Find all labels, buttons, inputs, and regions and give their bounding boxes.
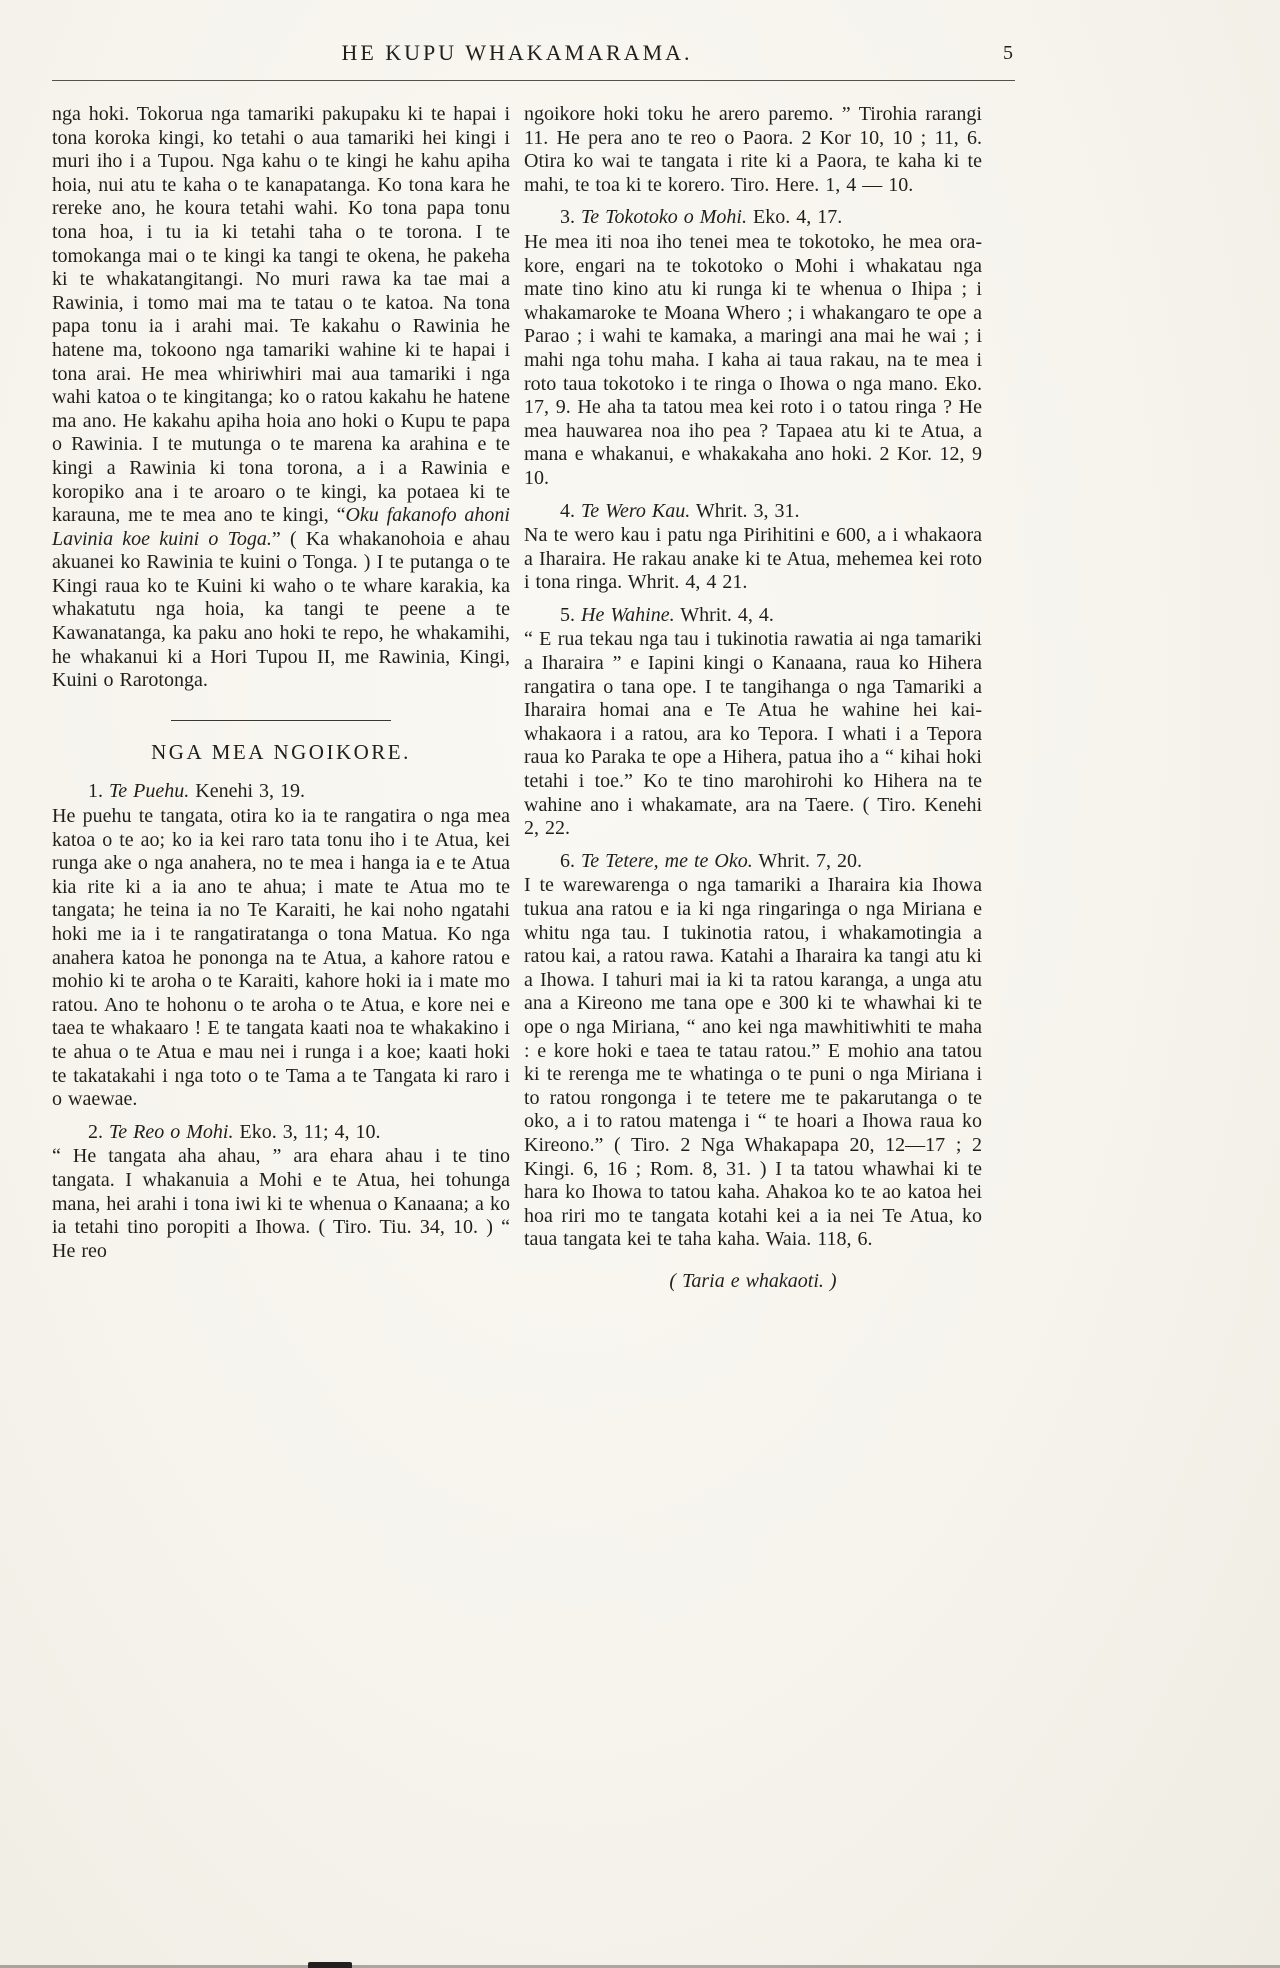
- section-6: [524, 850, 982, 1252]
- text-columns: [52, 103, 982, 1294]
- section-ref: Whrit. 3, 31.: [695, 499, 800, 522]
- section-heading: [52, 780, 510, 804]
- section-body: “ He tangata aha ahau, ” ara ehara ahau i te tino tangata. I whakanuia a Mohi e te Atua, hei tohunga mana, hei arahi i tona iwi ki te whenua o Kanaana; a ko ia tetahi tino poropiti a Ihowa. ( Tiro. Tiu. 34, 10. ) “ He reo: [52, 1145, 510, 1262]
- right-column: [524, 103, 982, 1294]
- section-5: [524, 604, 982, 841]
- section-ref: Eko. 3, 11; 4, 10.: [239, 1120, 381, 1143]
- opening-paragraph: [52, 103, 510, 693]
- section-ref: Eko. 4, 17.: [752, 206, 843, 229]
- header-rule: [52, 80, 1015, 81]
- section-ref: Whrit. 4, 4.: [680, 603, 774, 626]
- section-number: 6.: [560, 849, 575, 872]
- section-body: I te warewarenga o nga tamariki a Iharaira kia Ihowa tukua ana ratou e ia ki nga ringaringa o nga Miriana e whitu nga tau. I tukinotia ratou, i whakamotingia a ratou kai, a ratou rawa. Katahi a Iharaira ka tangi atu ki a Ihowa. I tahuri mai ia ki ta ratou karanga, a unga atu ana a Kireono me tana ope e 300 ki te whawhai ki te ope o nga Miriana, “ ano kei nga mawhitiwhiti te maha : e kore hoki e taea te tatau ratou.” E mohio ana tatou ki te rerenga me te whatinga o te puni o nga Miriana i to ratou rongonga i te tetere me te pakarutanga o te oko, a i to ratou matenga i “ te hoari a Ihowa raua ko Kireono.” ( Tiro. 2 Nga Whakapapa 20, 12—17 ; 2 Kingi. 6, 16 ; Rom. 8, 31. ) I ta tatou whawhai ki te hara ko Ihowa to tatou kaha. Ahakoa ko te ao katoa hei hoa riri mo te tangata kotahi kei a ia nei Te Atua, ko taua tangata kei te taha kaha. Waia. 118, 6.: [524, 874, 982, 1251]
- section-ref: Kenehi 3, 19.: [195, 780, 306, 803]
- closing-note: ( Taria e whakaoti. ): [669, 1269, 837, 1292]
- section-body: “ E rua tekau nga tau i tukinotia rawatia ai nga tamariki a Iharaira ” e Iapini kingi o Kanaana, raua ko Hihera rangatira o tana ope. I te tangihanga o nga Tamariki a Iharaira homai ana e Te Atua he wahine hei kai-whakaora i a ratou, ara ko Tepora. I whati i a Tepora raua ko Paraka te ope a Hihera, patua iho a “ kihai hoki tetahi i toe.” Ko te tino marohirohi ko Hihera na te wahine ano i whakamate, ara na Taere. ( Tiro. Kenehi 2, 22.: [524, 628, 982, 840]
- section-number: 5.: [560, 603, 575, 626]
- section-heading: [52, 1121, 510, 1145]
- opening-text: nga hoki. Tokorua nga tamariki pakupaku ki te hapai i tona koroka kingi, ko tetahi o aua tamariki hei kingi i muri iho i a Tupou. Nga kahu o te kingi he kahu apiha hoia, nui atu te kaha o te kanapatanga. Ko tona kara he rereke ano, he koura tetahi wahi. Ko tona papa tonu tona hoa, i tu ia ki tetahi taha o te torona. I te tomokanga mai o te kingi ka tangi te okena, he pakeha ki te whakatangitangi. No muri rawa ka tae mai a Rawinia, i tomo mai ma te tatau o te katoa. Na tona papa tonu ia i arahi mai. Te kakahu o Rawinia he hatene ma, tokoono nga tamariki wahine ki te hapai i tona arai. He mea whiriwhiri mai aua tamariki i nga wahi katoa o te kingitanga; ko o ratou kakahu he hatene ma ano. He kakahu apiha hoia ano hoki o Kupu te papa o Rawinia. I te mutunga o te marena ka arahina e te kingi a Rawinia ki tona torona, a i a Rawinia e koropiko ana i te aroaro o te kingi, ka potaea ki te karauna, me te mea ano te kingi, “: [52, 103, 510, 527]
- section-4: [524, 500, 982, 595]
- section-title: Te Puehu.: [109, 780, 190, 803]
- running-header: [52, 40, 1015, 70]
- section-3: [524, 206, 982, 490]
- section-body: He mea iti noa iho tenei mea te tokotoko, he mea ora-kore, engari na te tokotoko o Mohi i whakatau nga mate tino kino atu ki runga ki te whenua o Ihipa ; i whakamaroke te Moana Whero ; i whakangaro te ope a Parao ; i wahi te kamaka, a maringi ana mai he wai ; i mahi nga tohu maha. I kaha ai taua rakau, na te mea i roto taua tokotoko i te ringa o Ihowa o nga mano. Eko. 17, 9. He aha ta tatou mea kei roto i o tatou ringa ? He mea hauwarea noa iho pea ? Tapaea atu ki te Atua, a mana e whakanui, e whakakaha ano hoki. 2 Kor. 12, 9 10.: [524, 230, 982, 489]
- continuation-paragraph: ngoikore hoki toku he arero paremo. ” Tirohia rarangi 11. He pera ano te reo o Paora. 2 Kor 10, 10 ; 11, 6. Otira ko wai te tangata i rite ki a Paora, te kaha ki te mahi, te toa ki te korero. Tiro. Here. 1, 4 — 10.: [524, 103, 982, 196]
- section-title: Te Tetere, me te Oko.: [581, 849, 753, 872]
- section-title: Te Tokotoko o Mohi.: [581, 206, 747, 229]
- section-ref: Whrit. 7, 20.: [758, 849, 863, 872]
- article-heading: NGA MEA NGOIKORE.: [151, 739, 411, 764]
- royal-decree-italic: Oku fakanofo ahoni Lavinia koe kuini o Toga.: [52, 504, 510, 550]
- scan-artifact-mark: [308, 1962, 352, 1968]
- section-number: 3.: [560, 206, 575, 229]
- section-title: He Wahine.: [581, 603, 675, 626]
- section-number: 4.: [560, 499, 575, 522]
- section-number: 2.: [88, 1120, 103, 1143]
- section-divider: [171, 720, 391, 721]
- page-title: HE KUPU WHAKAMARAMA.: [341, 40, 693, 65]
- section-body: Na te wero kau i patu nga Pirihitini e 600, a i whakaora a Iharaira. He rakau anake ki te Atua, mehemea kei roto i tona ringa. Whrit. 4, 4 21.: [524, 524, 982, 594]
- section-heading: [524, 850, 982, 874]
- page-content: [52, 40, 1015, 1294]
- section-number: 1.: [88, 780, 103, 803]
- section-title: Te Reo o Mohi.: [109, 1120, 234, 1143]
- section-heading: [524, 604, 982, 628]
- section-heading: [524, 500, 982, 524]
- opening-text-after: ” ( Ka whakanohoia e ahau akuanei ko Rawinia te kuini o Tonga. ) I te putanga o te Kingi raua ko te Kuini ki waho o te whare karakia, ka whakatutu nga hoia, ka tangi te peene a te Kawanatanga, ka paku ano hoki te repo, he whakamihi, he whakanui ki a Hori Tupou II, me Rawinia, Kingi, Kuini o Rarotonga.: [52, 527, 510, 692]
- section-body: He puehu te tangata, otira ko ia te rangatira o nga mea katoa o te ao; ko ia kei raro tata tonu iho i te Atua, kei runga ake o nga anahera, no te mea i hanga ia e te Atua kia rite ki a ia ano te ahua; i mate te Atua mo te tangata; he teina ia no Te Karaiti, he kai noho ngatahi hoki me ia i te rangatiratanga o tona Matua. Ko nga anahera katoa he pononga na te Atua, a kahore ratou e mohio ki te aroha o te Karaiti, kahore hoki ia i mate mo ratou. Ano te hohonu o te aroha o te Atua, e kore nei e taea te whakaaro ! E te tangata kaati noa te whakakino i te ahua o te Atua e mau nei i runga i a koe; kaati hoki te takatakahi i nga toto o te Tama a te Tangata ki raro i o waewae.: [52, 805, 510, 1111]
- page-number: 5: [1003, 42, 1013, 64]
- section-2: [52, 1121, 510, 1264]
- section-heading: [524, 206, 982, 230]
- section-1: [52, 780, 510, 1111]
- section-title: Te Wero Kau.: [581, 499, 691, 522]
- left-column: [52, 103, 510, 1294]
